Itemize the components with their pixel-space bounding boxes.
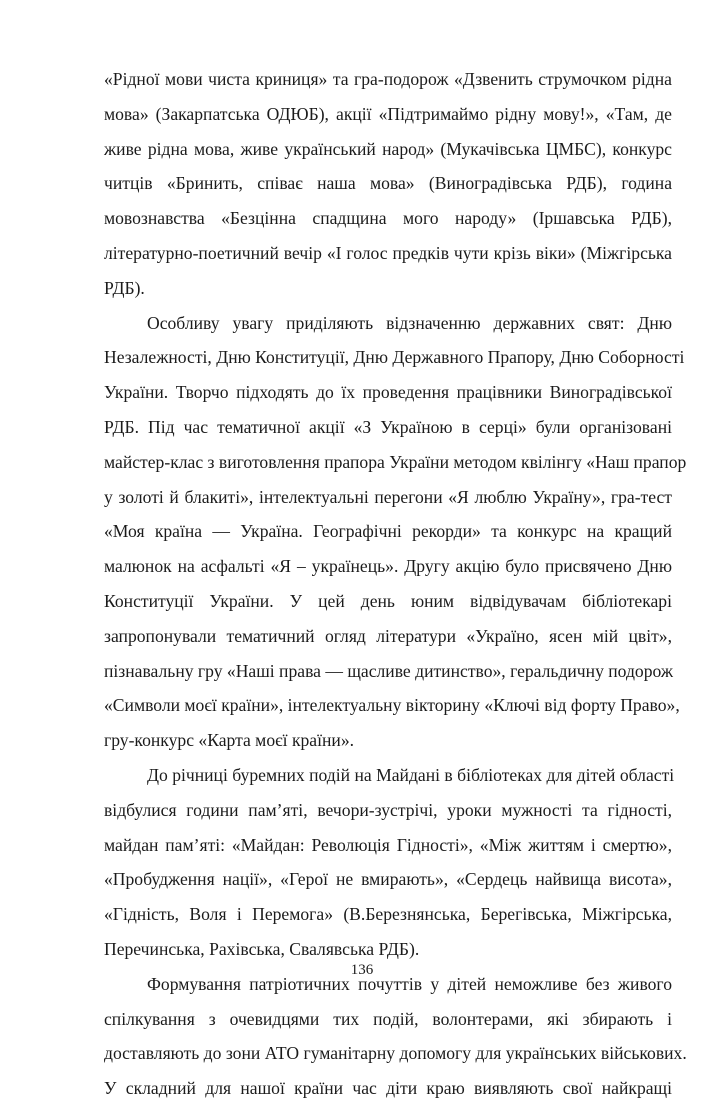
paragraph [104, 306, 687, 758]
text-line: доставляють до зони АТО гуманітарну допомогу для українських військових. [104, 1043, 687, 1064]
text-line: читців «Бринить, співає наша мова» (Виноградівська РДБ), година [104, 173, 672, 194]
text-line: РДБ). [104, 277, 145, 298]
text-line: До річниці буремних подій на Майдані в бібліотеках для дітей області [147, 764, 675, 785]
paragraph [104, 62, 672, 306]
text-line: У складний для нашої країни час діти краю виявляють свої найкращі [104, 1078, 672, 1099]
text-line: пізнавальну гру «Наші права — щасливе дитинство», геральдичну подорож [104, 660, 674, 681]
text-line: «Рідної мови чиста криниця» та гра-подорож «Дзвенить струмочком рідна [104, 69, 672, 89]
page-number: 136 [350, 962, 374, 978]
paragraph [104, 758, 675, 967]
text-line: «Символи моєї країни», інтелектуальну вікторину «Ключі від форту Право», [104, 695, 680, 716]
text-line: Конституції України. У цей день юним відвідувачам бібліотекарі [104, 590, 672, 611]
text-line: малюнок на асфальті «Я – українець». Другу акцію було присвячено Дню [104, 556, 672, 577]
text-line: РДБ. Під час тематичної акції «З Україною в серці» були організовані [104, 416, 672, 437]
text-line: Формування патріотичних почуттів у дітей неможливе без живого [147, 973, 672, 994]
body-text [104, 62, 687, 1106]
text-line: літературно-поетичний вечір «І голос предків чути крізь віки» (Міжгірська [104, 242, 672, 263]
text-line: Особливу увагу приділяють відзначенню державних свят: Дню [147, 312, 672, 333]
text-line: гру-конкурс «Карта моєї країни». [104, 730, 355, 751]
text-line: «Гідність, Воля і Перемога» (В.Березнянська, Берегівська, Міжгірська, [104, 904, 672, 925]
text-line: відбулися години пам’яті, вечори-зустрічі, уроки мужності та гідності, [104, 799, 672, 820]
text-line: мова» (Закарпатська ОДЮБ), акції «Підтримаймо рідну мову!», «Там, де [104, 103, 672, 124]
text-line: Перечинська, Рахівська, Свалявська РДБ). [104, 938, 420, 959]
text-line: майстер-клас з виготовлення прапора України методом квілінгу «Наш прапор [104, 451, 687, 472]
text-line: у золоті й блакиті», інтелектуальні перегони «Я люблю Україну», гра-тест [104, 486, 672, 507]
paragraph [104, 967, 687, 1106]
text-line: «Моя країна — Україна. Географічні рекорди» та конкурс на кращий [104, 521, 672, 542]
text-line: спілкування з очевидцями тих подій, волонтерами, які збирають і [104, 1008, 672, 1029]
text-line: майдан пам’яті: «Майдан: Революція Гідності», «Між життям і смертю», [104, 834, 672, 855]
text-line: мовознавства «Безцінна спадщина мого народу» (Іршавська РДБ), [104, 208, 672, 229]
text-line: «Пробудження нації», «Герої не вмирають», «Сердець найвища висота», [104, 869, 672, 890]
text-line: живе рідна мова, живе український народ» (Мукачівська ЦМБС), конкурс [104, 138, 672, 159]
text-line: Незалежності, Дню Конституції, Дню Державного Прапору, Дню Соборності [104, 347, 685, 368]
text-line: України. Творчо підходять до їх проведення працівники Виноградівської [104, 382, 672, 403]
text-line: запропонували тематичний огляд літератури «Україно, ясен мій цвіт», [104, 625, 672, 646]
